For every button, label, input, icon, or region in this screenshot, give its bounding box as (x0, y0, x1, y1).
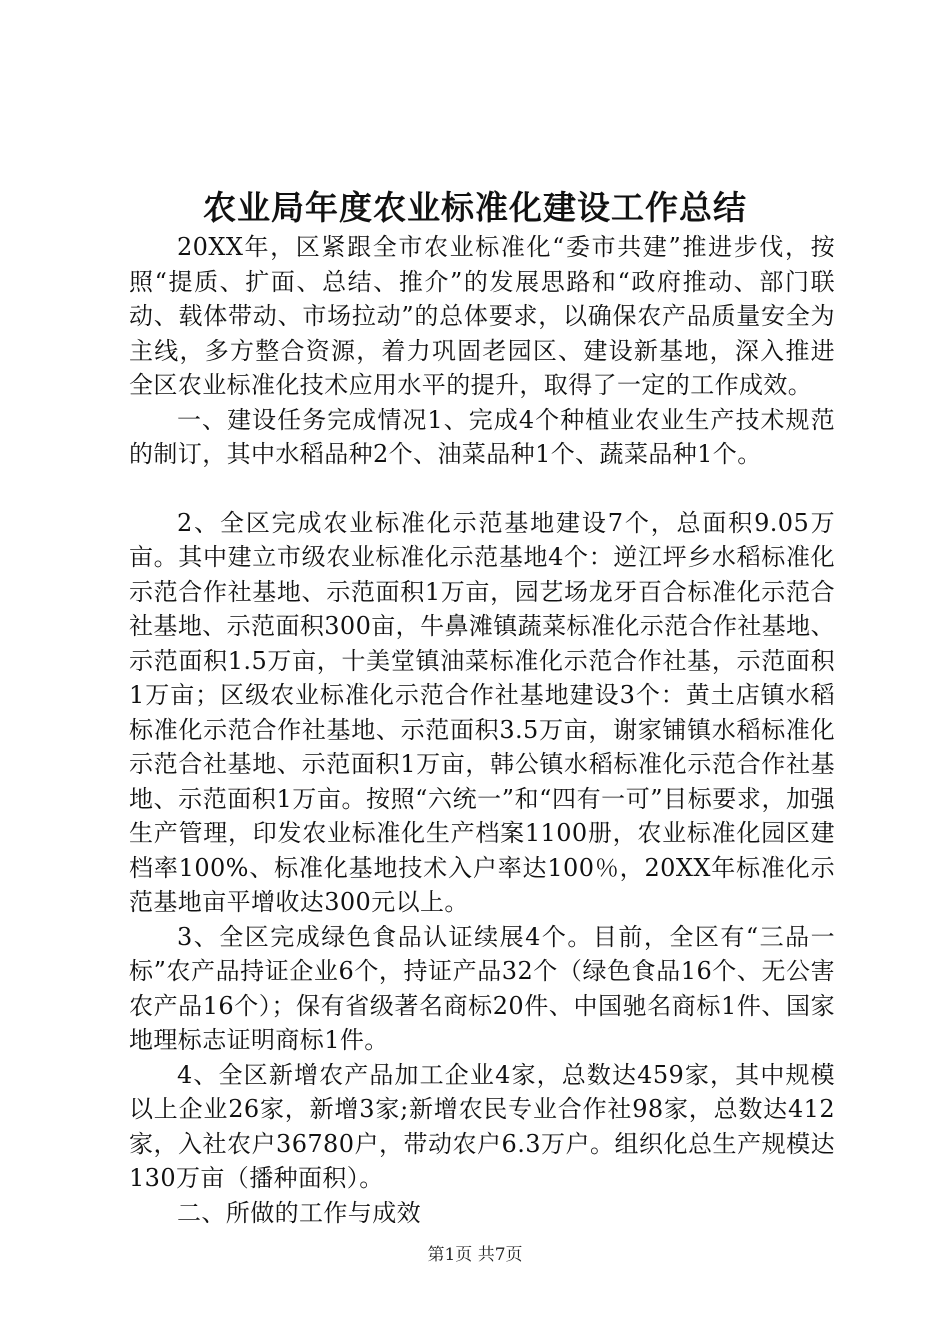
document-body (129, 230, 835, 1230)
section-1-item-1-paragraph: 一、建设任务完成情况1、完成4个种植业农业生产技术规范的制订，其中水稻品种2个、油菜品种1个、蔬菜品种1个。 (129, 405, 835, 468)
section-1-item-2-paragraph: 2、全区完成农业标准化示范基地建设7个，总面积9.05万亩。其中建立市级农业标准化示范基地4个：逆江坪乡水稻标准化示范合作社基地、示范面积1万亩，园艺场龙牙百合标准化示范合社基地、示范面积300亩，牛鼻滩镇蔬菜标准化示范合作社基地、示范面积1.5万亩，十美堂镇油菜标准化示范合作社基，示范面积1万亩；区级农业标准化示范合作社基地建设3个：黄土店镇水稻标准化示范合作社基地、示范面积3.5万亩，谢家铺镇水稻标准化示范合社基地、示范面积1万亩，韩公镇水稻标准化示范合作社基地、示范面积1万亩。按照“六统一”和“四有一可”目标要求，加强生产管理，印发农业标准化生产档案1100册，农业标准化园区建档率100%、标准化基地技术入户率达100％，20XX年标准化示范基地亩平增收达300元以上。 (129, 508, 835, 916)
section-1-item-4-paragraph: 4、全区新增农产品加工企业4家，总数达459家，其中规模以上企业26家，新增3家;新增农民专业合作社98家，总数达412家，入社农户36780户，带动农户6.3万户。组织化总生产规模达130万亩（播种面积）。 (129, 1060, 835, 1192)
page-number-footer: 第1页 共7页 (427, 1245, 523, 1265)
document-title: 农业局年度农业标准化建设工作总结 (203, 188, 747, 227)
section-2-heading: 二、所做的工作与成效 (177, 1198, 421, 1227)
section-1-item-3-paragraph: 3、全区完成绿色食品认证续展4个。目前，全区有“三品一标”农产品持证企业6个，持证产品32个（绿色食品16个、无公害农产品16个）；保有省级著名商标20件、中国驰名商标1件、国家地理标志证明商标1件。 (129, 922, 835, 1054)
intro-paragraph: 20XX年，区紧跟全市农业标准化“委市共建”推进步伐，按照“提质、扩面、总结、推介”的发展思路和“政府推动、部门联动、载体带动、市场拉动”的总体要求，以确保农产品质量安全为主线，多方整合资源，着力巩固老园区、建设新基地，深入推进全区农业标准化技术应用水平的提升，取得了一定的工作成效。 (129, 233, 835, 399)
